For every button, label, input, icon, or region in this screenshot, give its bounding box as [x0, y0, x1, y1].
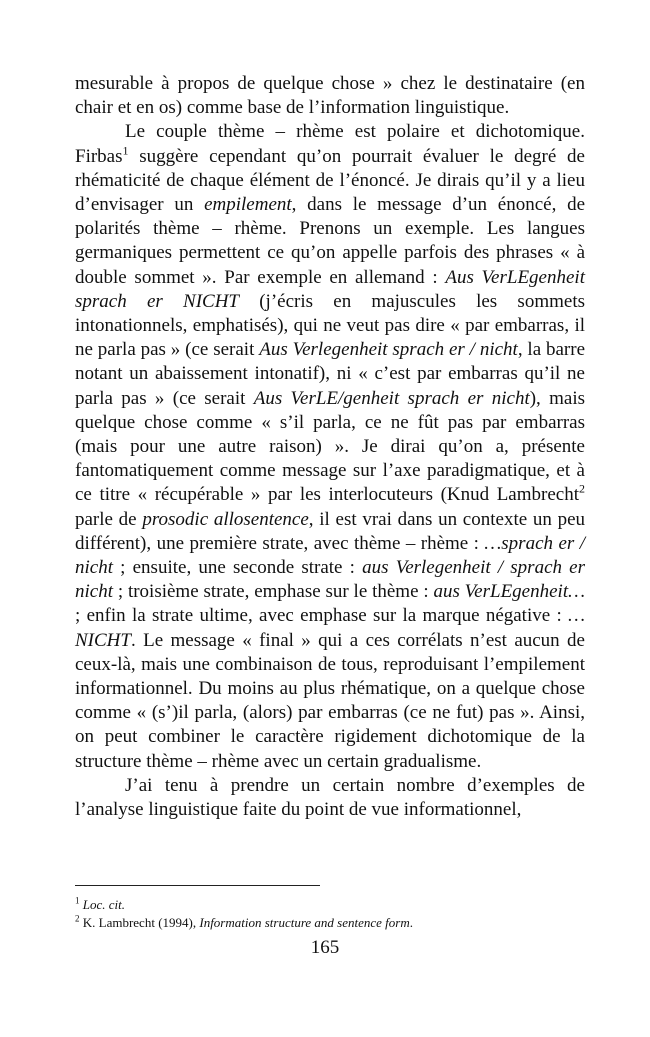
- footnote-number: 2: [75, 913, 80, 924]
- text-run: mesurable à propos de quelque chose » chez le destinataire (en chair et en os) comme base de l’information linguistique.: [75, 73, 585, 119]
- footnote-number: 1: [75, 895, 80, 906]
- footnote-separator: [75, 885, 320, 886]
- footnotes: [75, 896, 595, 932]
- page-number: 165: [310, 937, 340, 958]
- italic-text: Loc. cit.: [82, 897, 125, 912]
- paragraph: [75, 72, 585, 120]
- text-run: J’ai tenu à prendre un certain nombre d’exemples de l’analyse linguistique faite du point de vue informationnel,: [75, 774, 585, 821]
- text-run: ; enfin la strate ultime, avec emphase sur la marque négative :: [75, 605, 569, 627]
- italic-text: Aus Verlegenheit sprach er / nicht: [259, 339, 518, 361]
- text-run: K. Lambrecht (1994),: [79, 915, 200, 930]
- italic-text: Information structure and sentence form: [199, 915, 410, 930]
- footnote: [75, 896, 595, 914]
- text-run: , la barre notant un abaissement intonatif), ni « c’est par embarras qu’il ne parla pas » (ce serait: [75, 339, 586, 409]
- italic-text: aus VerLEgenheit…: [433, 581, 585, 603]
- italic-text: Aus VerLE/genheit sprach er nicht: [253, 387, 530, 409]
- text-run: . Le message « final » qui a ces corrélats n’est aucun de ceux-là, mais une combinaison de tous, reproduisant l’empilement informationnel. Du moins au plus rhématique, on a quelque chose comme « (s’)il parla, (alors) par embarras (ce ne fut) pas ». Ainsi, on peut combiner le caractère rigidement dichotomique de la structure thème – rhème avec un certain gradualisme.: [75, 629, 585, 772]
- italic-text: …NICHT: [75, 605, 585, 651]
- footnote: [75, 914, 595, 932]
- text-run: , dans le message d’un énoncé, de polarités thème – rhème. Prenons un exemple. Les langues germaniques permettent ce qu’on appelle parfois des phrases « à double sommet ». Par exemple en allemand :: [75, 194, 585, 288]
- italic-text: aus Verlegenheit / sprach er nicht: [75, 557, 586, 603]
- italic-text: …sprach er / nicht: [75, 532, 585, 579]
- italic-text: empilement: [204, 194, 292, 216]
- paragraph: [75, 120, 585, 773]
- paragraph: [75, 774, 585, 822]
- text-run: ; ensuite, une seconde strate :: [113, 557, 363, 579]
- page-body: [75, 72, 585, 822]
- text-run: suggère cependant qu’on pourrait évaluer le degré de rhématicité de chaque élément de l’énoncé. Je dirais qu’il y a lieu d’envisager un: [75, 145, 585, 216]
- footnote-marker: 1: [122, 143, 129, 158]
- text-run: parle de: [75, 508, 143, 530]
- text-run: ), mais quelque chose comme « s’il parla, ce ne fût pas par embarras (mais pour une autre raison) ». Je dirai qu’on a, présente fantomatiquement comme message sur l’axe paradigmatique, et à ce titre « récupérable » par les interlocuteurs (Knud Lambrecht: [75, 387, 585, 506]
- italic-text: Aus VerLEgenheit sprach er NICHT: [75, 266, 585, 312]
- italic-text: prosodic allosentence: [142, 508, 309, 530]
- text-run: Le couple thème – rhème est polaire et dichotomique. Firbas: [75, 121, 585, 167]
- text-run: (j’écris en majuscules les sommets intonationnels, emphatisés), qui ne veut pas dire « par embarras, il ne parla pas » (ce serait: [75, 290, 585, 361]
- text-run: ; troisième strate, emphase sur le thème :: [113, 581, 434, 603]
- footnote-marker: 2: [579, 482, 585, 497]
- text-run: , il est vrai dans un contexte un peu différent), une première strate, avec thème – rhème :: [75, 508, 586, 554]
- text-run: .: [409, 915, 413, 930]
